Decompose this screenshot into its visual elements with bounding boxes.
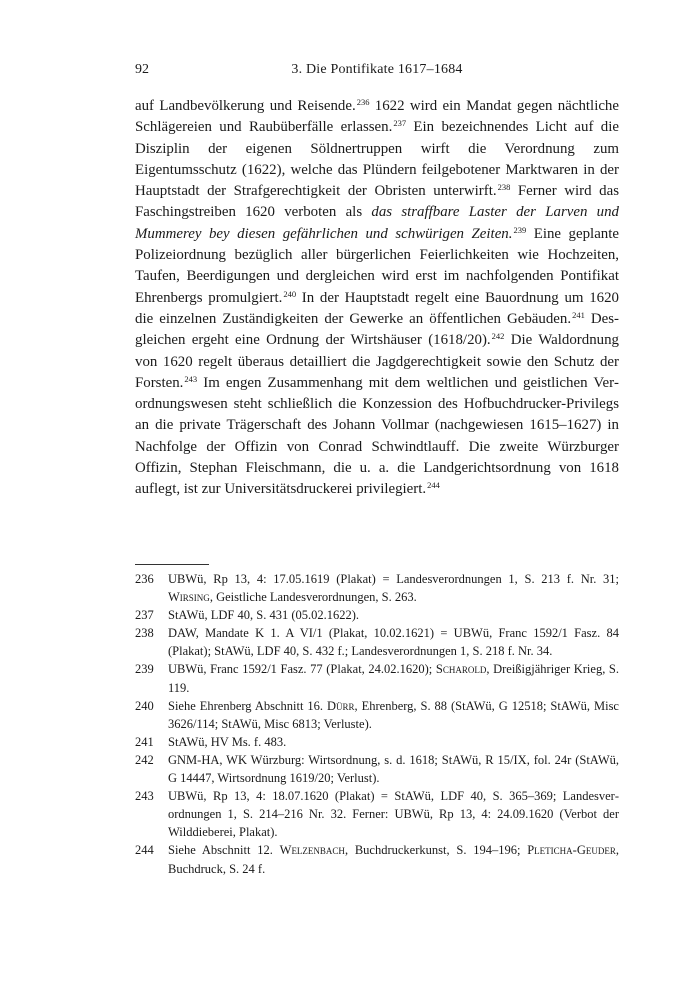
footnote-number: 241 — [135, 734, 154, 749]
italic-quotation: das straffbare Laster der Larven und Mummerey bey diesen gefährlichen und schwürigen Zeiten. — [135, 204, 619, 242]
footnote-text — [168, 570, 619, 606]
footnote-243 — [135, 787, 619, 841]
running-head: 3. Die Pontifikate 1617–1684 — [291, 62, 463, 77]
body-text: auf Landbevölkerung und Reisende. — [135, 98, 356, 114]
body-text: In der Hauptstadt regelt eine Bauordnung um 1620 die einzelnen Zuständigkeiten der Gewerke an öffentlichen Gebäuden. — [135, 289, 619, 327]
main-text — [135, 96, 619, 501]
body-text: Ein bezeichnendes Licht auf die Disziplin der eigenen Söldnertruppen wirft die Verordnung zum Eigentumsschutz (1622), welche das Plündern feilgebotener Marktwaren in der Hauptstadt der Strafgerechtigkeit der Obristen unterwirft. — [135, 119, 619, 200]
footnote-238 — [135, 624, 619, 660]
footnote-number: 240 — [135, 698, 154, 713]
body-paragraph — [135, 96, 619, 501]
footnote-text-part: , Buchdruck, S. 24 f. — [168, 843, 619, 876]
footnote-ref: 237 — [393, 118, 407, 129]
author-name: Dürr — [326, 698, 355, 713]
footnote-242 — [135, 751, 619, 787]
page-number: 92 — [135, 62, 149, 77]
footnote-text: StAWü, LDF 40, S. 431 (05.02.1622). — [168, 608, 360, 623]
footnote-text-part: Siehe Abschnitt 12. — [168, 843, 280, 858]
footnote-text: GNM-HA, WK Würzburg: Wirtsordnung, s. d. 1618; StAWü, R 15/IX, fol. 24r (StAWü, G 14447, Wirtsordnung 1619/20; Verlust). — [168, 752, 619, 786]
footnote-number: 244 — [135, 843, 154, 858]
footnote-ref: 236 — [356, 97, 370, 107]
footnote-244 — [135, 841, 619, 877]
footnote-239 — [135, 660, 619, 696]
body-text: Im engen Zusammenhang mit dem weltlichen und geistlichen Verordnungswesen steht schließlich die Konzession des Hofbuchdrucker-Privilegs an die private Trägerschaft des Johann Vollmar (nachgewiesen 1615–1627) in Nachfolge der Offizin von Conrad Schwindtlauff. Die zweite Würzburger Offizin, Stephan Fleischmann, die u. a. die Landgerichtsordnung von 1618 auflegt, ist zur Universitätsdruckerei privilegiert. — [135, 374, 619, 498]
footnote-number: 239 — [135, 662, 154, 677]
footnote-ref: 240 — [283, 288, 297, 299]
footnote-ref: 243 — [184, 373, 198, 384]
author-name: Pleticha-Geuder — [527, 843, 616, 858]
footnote-number: 242 — [135, 752, 154, 767]
footnote-text: UBWü, Rp 13, 4: 18.07.1620 (Plakat) = StAWü, LDF 40, S. 365–369; Landesverordnungen 1, S. 214–216 Nr. 32. Ferner: UBWü, Rp 13, 4: 24.09.1620 (Verbot der Wilddieberei, Plakat). — [168, 789, 619, 840]
footnotes — [135, 570, 619, 878]
footnote-text — [168, 660, 619, 696]
footnote-number: 236 — [135, 572, 154, 586]
footnote-text-part: , Geistliche Landesverordnungen, S. 263. — [209, 590, 417, 605]
footnote-text-part: , Buchdruckerkunst, S. 194–196; — [344, 843, 528, 858]
footnote-ref: 238 — [497, 182, 511, 193]
footnote-ref: 242 — [491, 331, 505, 342]
footnote-241 — [135, 733, 619, 751]
footnote-number: 237 — [135, 608, 154, 623]
body-text: 1622 wird ein Mandat gegen nächtliche Schlägereien und Raubüberfälle erlassen. — [135, 98, 619, 136]
body-text: Desgleichen ergeht eine Ordnung der Wirtshäuser (1618/20). — [135, 310, 620, 349]
author-name: Wirsing — [168, 590, 210, 605]
page-header — [135, 62, 619, 82]
author-name: Welzenbach — [279, 843, 345, 858]
footnote-text: StAWü, HV Ms. f. 483. — [168, 734, 287, 749]
footnote-number: 238 — [135, 626, 154, 641]
footnote-text-part: UBWü, Rp 13, 4: 17.05.1619 (Plakat) = Landesverordnungen 1, S. 213 f. Nr. 31; — [168, 572, 619, 586]
footnote-236 — [135, 570, 619, 606]
body-text: Eine geplante Polizeiordnung bezüglich aller bürgerlichen Feierlichkeiten wie Hochzeiten, Taufen, Beerdigungen und dergleichen wird erst im nachfolgenden Pontifikat Ehrenbergs promulgiert. — [135, 225, 619, 306]
footnote-ref: 244 — [427, 480, 440, 491]
footnote-text-part: Siehe Ehrenberg Abschnitt 16. — [168, 698, 327, 713]
footnote-text — [168, 697, 619, 733]
footnote-separator — [135, 564, 209, 565]
footnote-237 — [135, 606, 619, 624]
footnote-text — [168, 841, 619, 877]
body-text: Die Waldordnung von 1620 regelt überaus detailliert die Jagdgerechtigkeit sowie den Schutz der Forsten. — [135, 332, 619, 391]
footnote-text-part: UBWü, Franc 1592/1 Fasz. 77 (Plakat, 24.02.1620); — [168, 662, 436, 677]
footnote-text-part: , Ehrenberg, S. 88 (StAWü, G 12518; StAWü, Misc 3626/114; StAWü, Misc 6813; Verluste). — [168, 698, 619, 731]
footnote-240 — [135, 697, 619, 733]
author-name: Scharold — [435, 662, 487, 677]
footnote-number: 243 — [135, 789, 154, 804]
footnote-text: DAW, Mandate K 1. A VI/1 (Plakat, 10.02.1621) = UBWü, Franc 1592/1 Fasz. 84 (Plakat); StAWü, LDF 40, S. 432 f.; Landesverordnungen 1, S. 218 f. Nr. 34. — [168, 626, 619, 659]
footnote-ref: 241 — [572, 309, 585, 320]
footnote-text-part: , Dreißigjähriger Krieg, S. 119. — [168, 662, 619, 695]
body-text: Ferner wird das Faschingstreiben 1620 verboten als — [135, 183, 619, 221]
footnote-ref: 239 — [513, 224, 527, 235]
